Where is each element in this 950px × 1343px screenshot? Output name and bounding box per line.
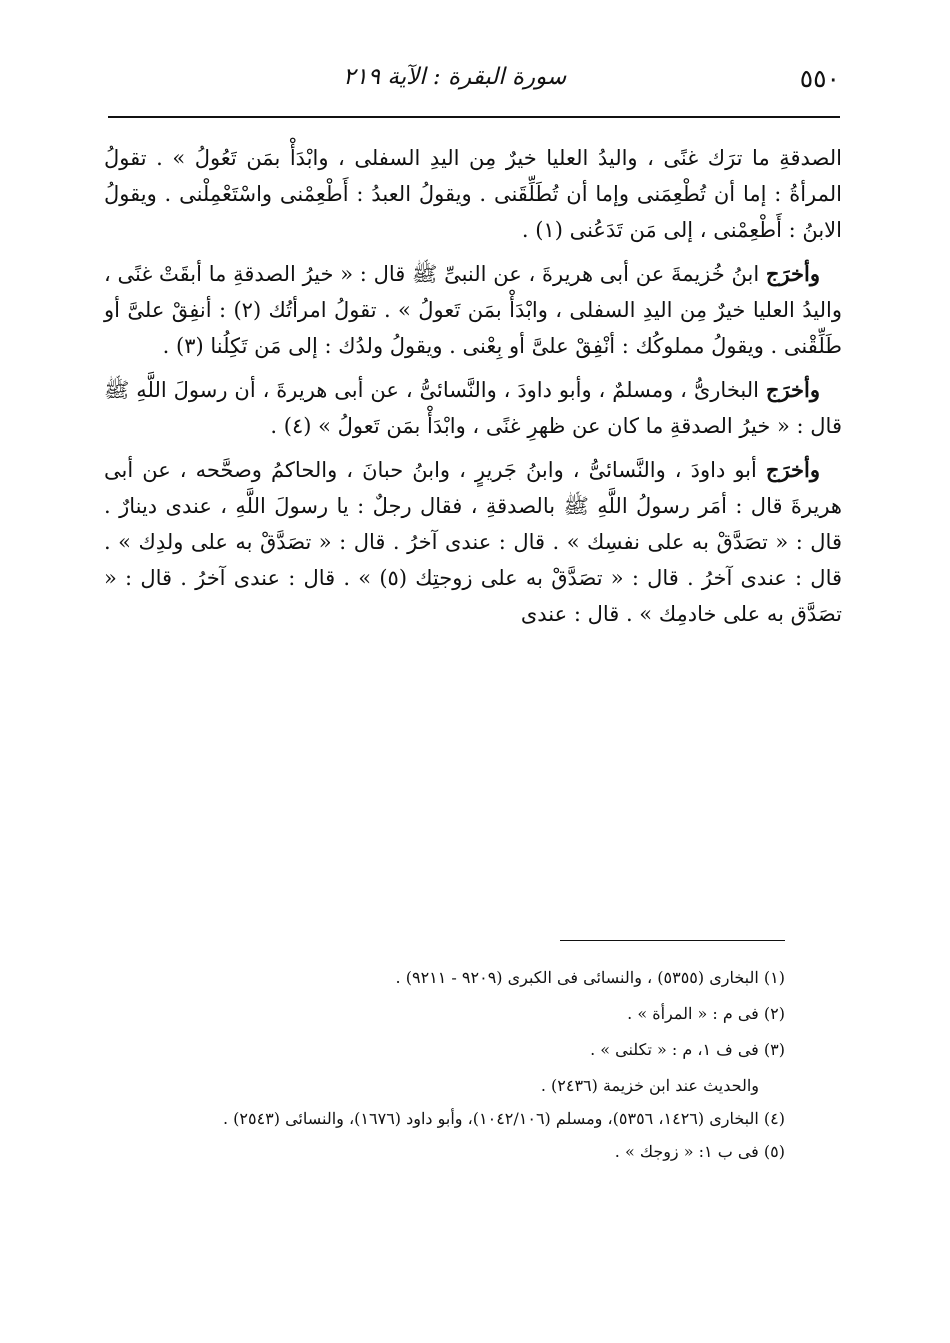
paragraph-lead: وأخرَج (765, 457, 820, 482)
paragraph-lead: وأخرَج (765, 377, 820, 402)
page-header (108, 60, 840, 110)
paragraph-lead: وأخرَج (765, 261, 820, 286)
paragraph-text: البخارىُّ ، ومسلمٌ ، وأبو داودَ ، والنَّسائىُّ ، عن أبى هريرةَ ، أن رسولَ اللَّهِ ﷺ قال : « خيرُ الصدقةِ ما كان عن ظهرِ غنًى ، وابْدَأْ بمَن تَعولُ » (٤) . (104, 378, 842, 438)
paragraph-2 (104, 256, 842, 364)
footnotes (104, 960, 785, 1170)
paragraph-3 (104, 372, 842, 444)
header-divider (108, 116, 840, 118)
paragraph-text: ابنُ خُزيمةَ عن أبى هريرةَ ، عن النبىِّ ﷺ قال : « خيرُ الصدقةِ ما أبقَتْ غنًى ، واليدُ العليا خيرٌ مِن اليدِ السفلى ، وابْدَأْ بمَن تَعولُ » . تقولُ امرأتُك (٢) : أنفِقْ علىَّ أو طَلِّقْنى . ويقولُ مملوكُك : أنْفِقْ علىَّ أو بِعْنى . ويقولُ ولدُك : إلى مَن تَكِلُنا (٣) . (104, 262, 843, 358)
footnote-1: (١) البخارى (٥٣٥٥) ، والنسائى فى الكبرى (٩٢٠٩ - ٩٢١١) . (395, 968, 785, 987)
footnote-3: (٣) فى ف ١، م : « تكلنى » . (590, 1040, 785, 1059)
main-text (104, 140, 842, 640)
paragraph-1 (104, 140, 842, 248)
footnote-4: (٤) البخارى (١٤٢٦، ٥٣٥٦)، ومسلم (١٠٤٢/١٠٦)، وأبو داود (١٦٧٦)، والنسائى (٢٥٤٣) . (222, 1109, 785, 1128)
footnote-3-note: والحديث عند ابن خزيمة (٢٤٣٦) . (540, 1076, 759, 1095)
paragraph-4 (104, 452, 842, 632)
footnote-divider (560, 940, 785, 941)
running-title: سورة البقرة : الآية ٢١٩ (343, 64, 567, 90)
paragraph-text: أبو داودَ ، والنَّسائىُّ ، وابنُ جَريرٍ ، وابنُ حبانَ ، والحاكمُ وصحَّحه ، عن أبى هريرةَ قال : أمَر رسولُ اللَّهِ ﷺ بالصدقةِ ، فقال رجلٌ : يا رسولَ اللَّهِ ، عندى دينارٌ . قال : « تصَدَّقْ به على نفسِك » . قال : عندى آخرُ . قال : « تصَدَّقْ به على ولدِك » . قال : عندى آخرُ . قال : « تصَدَّقْ به على زوجتِك (٥) » . قال : عندى آخرُ . قال : « تصَدَّق به على خادمِك » . قال : عندى (104, 458, 843, 626)
paragraph-text: الصدقةِ ما ترَك غنًى ، واليدُ العليا خيرٌ مِن اليدِ السفلى ، وابْدَأْ بمَن تَعُولُ » . تقولُ المرأةُ : إما أن تُطْعِمَنى وإما أن تُطَلِّقَنى . ويقولُ العبدُ : أَطْعِمْنى واسْتَعْمِلْنى . ويقولُ الابنُ : أَطْعِمْنى ، إلى مَن تَدَعُنى (١) . (104, 146, 842, 242)
page-number: ٥٥٠ (799, 64, 840, 93)
footnote-5: (٥) فى ب ١: « زوجك » . (614, 1142, 785, 1161)
footnote-2: (٢) فى م : « المرأة » . (627, 1004, 785, 1023)
